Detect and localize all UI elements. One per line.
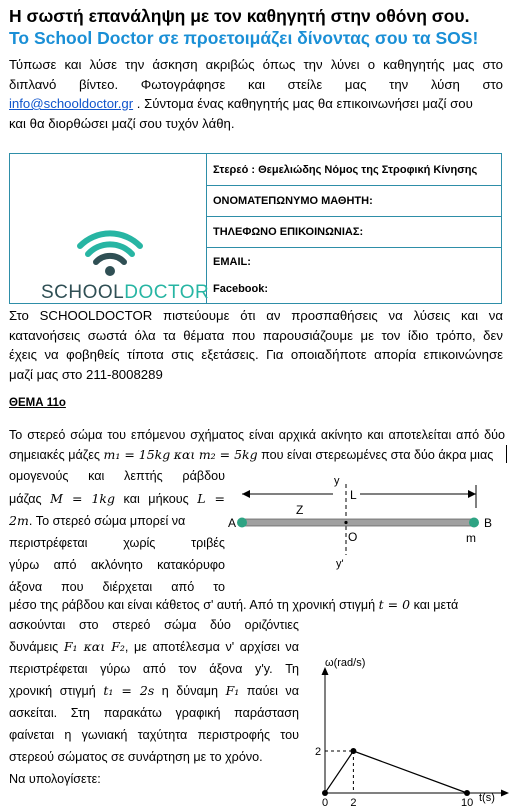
arrowhead-left-icon xyxy=(242,490,250,498)
logo-doctor-text: DOCTOR xyxy=(124,282,210,303)
mass-m2: m₂ = 5kg xyxy=(198,447,258,462)
label-A: A xyxy=(228,516,237,530)
problem-text-left xyxy=(9,466,225,598)
problem-text: χρονική στιγμή xyxy=(9,684,96,698)
omega-series-line xyxy=(325,751,467,793)
label-Z: Z xyxy=(296,503,304,517)
mass-rod: M = 1kg xyxy=(50,490,115,506)
subject-field: Στερεό : Θεμελιώδης Νόμος της Στροφική Κίνησης xyxy=(207,154,502,186)
data-point xyxy=(350,748,356,754)
intro-line: . Σύντομα ένας καθηγητής μας θα επικοινωνήσει μαζί σου xyxy=(136,96,473,111)
label-B: B xyxy=(484,516,493,530)
problem-heading: ΘΕΜΑ 11ο xyxy=(9,397,66,409)
problem-text: και μετά xyxy=(413,598,459,612)
info-line: έχεις να φοβηθείς τίποτα στις εξετάσεις. Για οποιαδήποτε απορία επικοινώνησε xyxy=(9,347,503,362)
rod-figure xyxy=(228,470,513,580)
intro-line: Τύπωσε και λύσε την άσκηση ακριβώς όπως την λύνει ο καθηγητής μας στο xyxy=(9,57,503,72)
logo-school-text: SCHOOL xyxy=(41,282,125,303)
problem-line xyxy=(9,595,505,615)
problem-line xyxy=(9,636,299,658)
problem-line xyxy=(9,680,299,702)
problem-line: ομογενούς και λεπτής ράβδου xyxy=(9,469,225,483)
page-title: Η σωστή επανάληψη με τον καθηγητή στην οθόνη σου. xyxy=(9,6,470,26)
label-O: O xyxy=(348,530,358,544)
problem-text: , με αποτέλεσμα ν' αρχίσει να xyxy=(124,640,300,654)
data-point xyxy=(464,790,470,796)
problem-line: άξονα που διέρχεται από το xyxy=(9,579,225,594)
facebook-field[interactable]: Facebook: xyxy=(207,276,502,304)
intro-line: και θα διορθώσει μαζί σου τυχόν λάθη. xyxy=(9,115,235,131)
info-paragraph xyxy=(9,306,503,384)
math-kai: και xyxy=(173,447,196,462)
label-y: y xyxy=(334,475,340,487)
chart-ylabel: ω(rad/s) xyxy=(325,657,366,669)
problem-line xyxy=(9,445,505,465)
problem-text: μέσο της ράβδου και είναι κάθετος σ' αυτή. Από τη χρονική στιγμή xyxy=(9,598,376,612)
label-L: L xyxy=(350,488,357,502)
problem-line: περιστρέφεται χωρίς τριβές xyxy=(9,536,225,551)
forces-math: F₁ και F₂ xyxy=(63,639,125,654)
info-line: κατανοήσεις σωστά όλα τα θέματα που παρουσιάζουμε με τον ίδιο τρόπο, δεν xyxy=(9,327,503,343)
chart-xlabel: t(s) xyxy=(479,792,495,804)
data-point xyxy=(322,790,328,796)
problem-line: γύρω από ακλόνητο κατακόρυφο xyxy=(9,557,225,572)
x-tick-label: 0 xyxy=(322,797,329,807)
problem-text: . Το στερεό σώμα μπορεί να xyxy=(28,514,186,529)
problem-line: φαίνεται η γωνιακή ταχύτητα περιστροφής του xyxy=(9,728,299,742)
problem-text-top xyxy=(9,425,505,465)
problem-text-bottom xyxy=(9,614,299,790)
problem-line: ασκείται. Στη παρακάτω γραφική παράσταση xyxy=(9,706,299,720)
problem-text: σημειακές μάζες xyxy=(9,448,100,462)
logo-cell xyxy=(10,154,210,304)
mass-m1: m₁ = 15kg xyxy=(103,447,171,462)
problem-line xyxy=(9,510,225,533)
student-name-field[interactable]: ΟΝΟΜΑΤΕΠΩΝΥΜΟ ΜΑΘΗΤΗ: xyxy=(207,186,502,217)
student-form xyxy=(9,153,502,304)
problem-text: που είναι στερεωμένες στα δύο άκρα μιας xyxy=(261,448,494,462)
center-dot xyxy=(344,521,347,524)
problem-line: Να υπολογίσετε: xyxy=(9,772,101,786)
x-axis-arrowhead-icon xyxy=(501,790,509,797)
page-subtitle: Το School Doctor σε προετοιμάζει δίνοντας σου τα SOS! xyxy=(9,28,479,48)
rod xyxy=(242,519,476,526)
length-value: 2m xyxy=(9,513,29,529)
info-line: Στο SCHOOLDOCTOR πιστεύουμε ότι αν προσπαθήσεις να λύσεις και να xyxy=(9,308,503,323)
intro-line: διπλανό βίντεο. Φωτογράφησε και στείλε μας την λύση στο xyxy=(9,76,503,92)
force-F1: F₁ xyxy=(225,683,240,698)
length-rod: L = xyxy=(197,490,226,506)
problem-line: περιστρέφεται γύρω από τον άξονα y'y. Τη xyxy=(9,662,299,676)
time-t1: t₁ = 2s xyxy=(103,683,155,698)
problem-line xyxy=(9,488,225,511)
problem-line: ασκούνται στο στερεό σώμα δύο οριζόντιες xyxy=(9,618,299,632)
x-tick-label: 10 xyxy=(461,797,474,807)
problem-text: παύει να xyxy=(246,684,299,698)
problem-text: η δύναμη xyxy=(161,684,219,698)
problem-line: Το στερεό σώμα του επόμενου σχήματος είναι αρχικά ακίνητο και αποτελείται από δύο xyxy=(9,428,505,442)
mass-B-dot xyxy=(469,518,479,528)
intro-paragraph xyxy=(9,55,503,133)
x-tick-label: 2 xyxy=(350,797,357,807)
y-tick-label: 2 xyxy=(315,746,322,758)
omega-time-chart xyxy=(305,655,517,807)
phone-field[interactable]: ΤΗΛΕΦΩΝΟ ΕΠΙΚΟΙΝΩΝΙΑΣ: xyxy=(207,217,502,248)
time-t0: t = 0 xyxy=(378,597,411,612)
arrowhead-right-icon xyxy=(468,490,476,498)
problem-text: και μήκους xyxy=(123,491,189,506)
email-field[interactable]: EMAIL: xyxy=(207,248,502,276)
logo-wordmark xyxy=(41,282,209,304)
label-m: m xyxy=(466,531,476,545)
problem-line: στερεού σώματος σε συνάρτηση με το χρόνο. xyxy=(9,750,263,764)
text-cursor xyxy=(506,445,507,463)
problem-text: μάζας xyxy=(9,491,42,506)
info-line: μαζί μας στο 211-8008289 xyxy=(9,366,163,382)
mass-A-dot xyxy=(237,518,247,528)
label-y-prime: y' xyxy=(336,558,344,570)
problem-text: δυνάμεις xyxy=(9,640,59,654)
email-link[interactable]: info@schooldoctor.gr xyxy=(9,96,134,111)
